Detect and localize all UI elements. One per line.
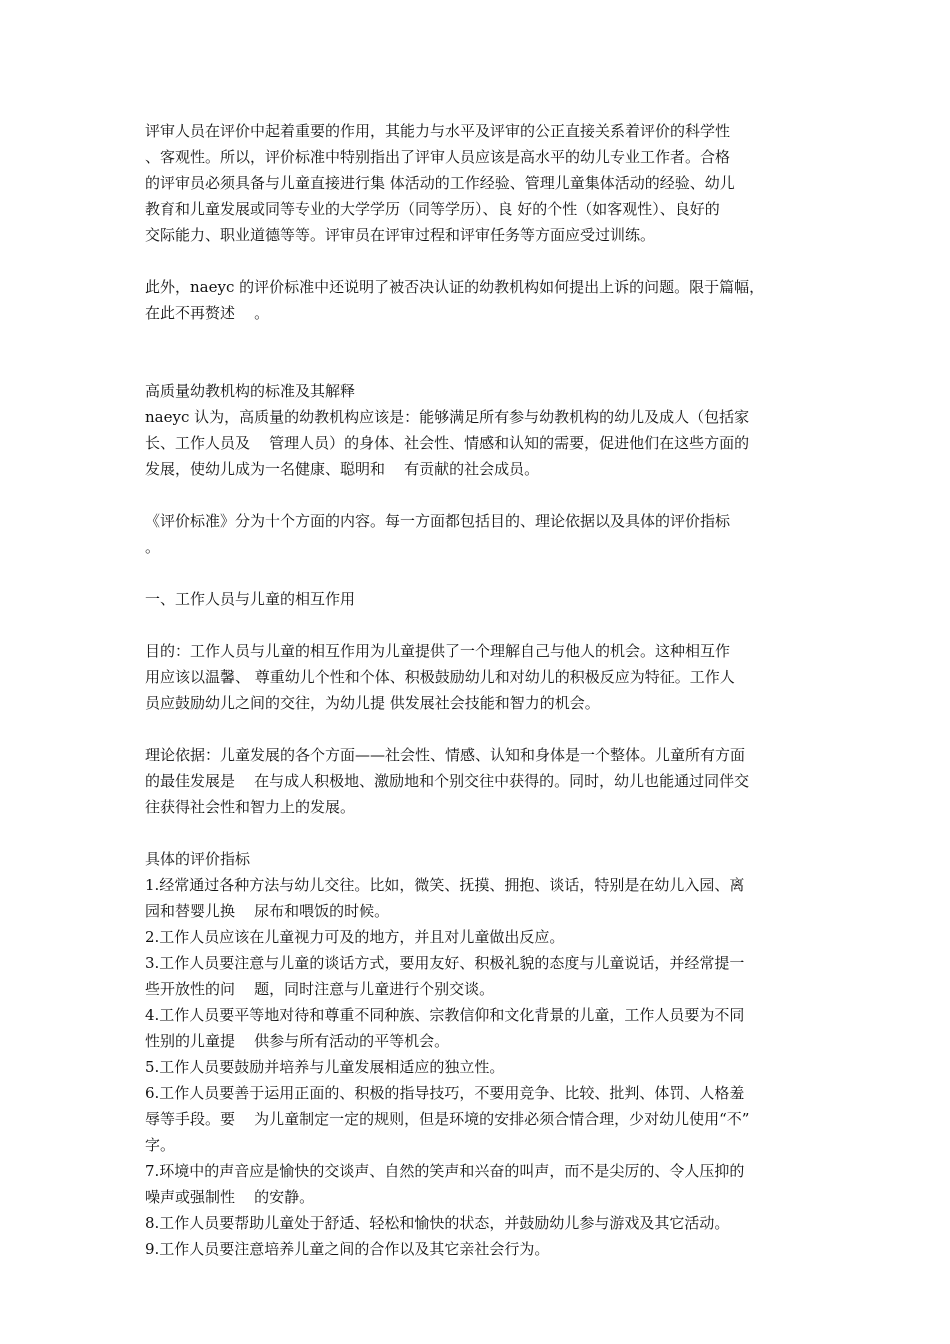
section-quality-standards <box>145 378 810 482</box>
list-item: 1.经常通过各种方法与幼儿交往。比如，微笑、抚摸、拥抱、谈话，特别是在幼儿入园、离 <box>145 876 745 894</box>
text-line: 、客观性。所以，评价标准中特别指出了评审人员应该是高水平的幼儿专业工作者。合格 <box>145 148 731 166</box>
text-line: 员应鼓励幼儿之间的交往，为幼儿提 供发展社会技能和智力的机会。 <box>145 694 600 712</box>
list-item: 7.环境中的声音应是愉快的交谈声、自然的笑声和兴奋的叫声，而不是尖厉的、令人压抑的 <box>145 1162 745 1180</box>
section-heading: 高质量幼教机构的标准及其解释 <box>145 382 356 400</box>
list-item: 3.工作人员要注意与儿童的谈话方式，要用友好、积极礼貌的态度与儿童说话，并经常提一 <box>145 954 745 972</box>
text-line: 用应该以温馨、 尊重幼儿个性和个体、积极鼓励幼儿和对幼儿的积极反应为特征。工作人 <box>145 668 735 686</box>
paragraph-gap <box>145 612 810 638</box>
section-heading-interaction <box>145 586 810 612</box>
text-line: 往获得社会性和智力上的发展。 <box>145 798 356 816</box>
list-item: 些开放性的问 题，同时注意与儿童进行个别交谈。 <box>145 980 495 998</box>
list-item: 4.工作人员要平等地对待和尊重不同种族、宗教信仰和文化背景的儿童，工作人员要为不同 <box>145 1006 745 1024</box>
text-line: naeyc 认为，高质量的幼教机构应该是：能够满足所有参与幼教机构的幼儿及成人（包括家 <box>145 408 750 426</box>
text-line: 交际能力、职业道德等等。评审员在评审过程和评审任务等方面应受过训练。 <box>145 226 656 244</box>
text-line: 评审人员在评价中起着重要的作用，其能力与水平及评审的公正直接关系着评价的科学性 <box>145 122 731 140</box>
paragraph-purpose <box>145 638 810 716</box>
text-line: 的最佳发展是 在与成人积极地、激励地和个别交往中获得的。同时，幼儿也能通过同伴交 <box>145 772 750 790</box>
list-item: 园和替婴儿换 尿布和喂饭的时候。 <box>145 902 390 920</box>
list-criteria <box>145 846 810 1262</box>
list-item: 2.工作人员应该在儿童视力可及的地方，并且对儿童做出反应。 <box>145 928 565 946</box>
paragraph-gap <box>145 326 810 378</box>
text-line: 发展，使幼儿成为一名健康、聪明和 有贡献的社会成员。 <box>145 460 540 478</box>
text-line: 在此不再赘述 。 <box>145 304 270 322</box>
text-line: 《评价标准》分为十个方面的内容。每一方面都包括目的、理论依据以及具体的评价指标 <box>145 512 731 530</box>
text-line: 此外，naeyc 的评价标准中还说明了被否决认证的幼教机构如何提出上诉的问题。限于篇幅， <box>145 278 765 296</box>
text-line: 的评审员必须具备与儿童直接进行集 体活动的工作经验、管理儿童集体活动的经验、幼儿 <box>145 174 735 192</box>
paragraph-appeals <box>145 274 810 326</box>
paragraph-rationale <box>145 742 810 820</box>
paragraph-ten-aspects <box>145 508 810 560</box>
paragraph-gap <box>145 248 810 274</box>
text-line: 。 <box>145 538 161 556</box>
text-line: 理论依据：儿童发展的各个方面——社会性、情感、认知和身体是一个整体。儿童所有方面 <box>145 746 746 764</box>
paragraph-gap <box>145 560 810 586</box>
list-item: 噪声或强制性 的安静。 <box>145 1188 315 1206</box>
text-line: 教育和儿童发展或同等专业的大学学历（同等学历）、良 好的个性（如客观性）、良好的 <box>145 200 720 218</box>
list-item: 性别的儿童提 供参与所有活动的平等机会。 <box>145 1032 450 1050</box>
paragraph-gap <box>145 482 810 508</box>
list-item: 8.工作人员要帮助儿童处于舒适、轻松和愉快的状态，并鼓励幼儿参与游戏及其它活动。 <box>145 1214 730 1232</box>
document-page <box>145 118 810 1262</box>
paragraph-gap <box>145 820 810 846</box>
list-item: 5.工作人员要鼓励并培养与儿童发展相适应的独立性。 <box>145 1058 505 1076</box>
paragraph-gap <box>145 716 810 742</box>
list-item: 6.工作人员要善于运用正面的、积极的指导技巧，不要用竞争、比较、批判、体罚、人格羞 <box>145 1084 745 1102</box>
list-item: 字。 <box>145 1136 176 1154</box>
text-line: 目的：工作人员与儿童的相互作用为儿童提供了一个理解自己与他人的机会。这种相互作 <box>145 642 731 660</box>
paragraph-reviewers <box>145 118 810 248</box>
list-item: 9.工作人员要注意培养儿童之间的合作以及其它亲社会行为。 <box>145 1240 550 1258</box>
section-heading: 一、工作人员与儿童的相互作用 <box>145 590 356 608</box>
text-line: 长、工作人员及 管理人员）的身体、社会性、情感和认知的需要，促进他们在这些方面的 <box>145 434 750 452</box>
list-item: 辱等手段。要 为儿童制定一定的规则，但是环境的安排必须合情合理，少对幼儿使用“不” <box>145 1110 750 1128</box>
section-heading: 具体的评价指标 <box>145 850 251 868</box>
